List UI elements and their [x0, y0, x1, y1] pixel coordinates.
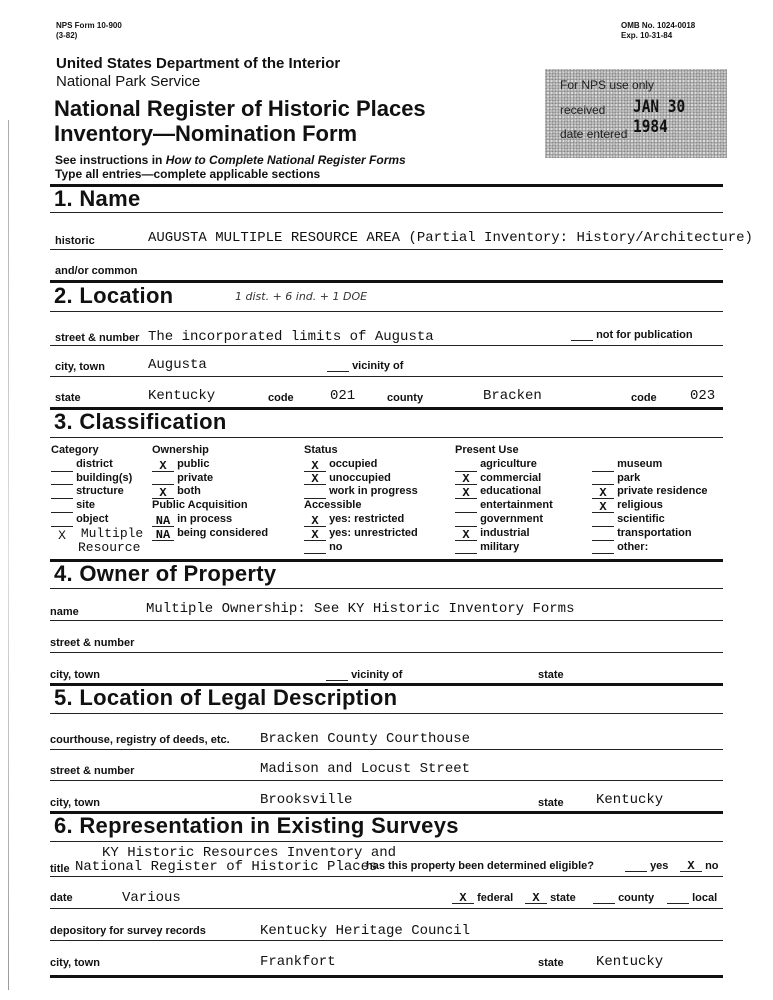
- section-6-heading: 6. Representation in Existing Surveys: [54, 813, 459, 838]
- section-1-rule: [50, 184, 723, 187]
- stamp-title: For NPS use only: [560, 78, 655, 92]
- survey-title-label: title: [50, 863, 70, 875]
- handwritten-count-annotation: 1 dist. + 6 ind. + 1 DOE: [235, 290, 368, 303]
- category-column: [51, 444, 143, 555]
- eligibility-question: has this property been determined eligible?: [366, 860, 594, 872]
- owner-name-line: [50, 620, 723, 621]
- instructions-line2: Type all entries—complete applicable sections: [55, 167, 321, 181]
- survey-local: local: [667, 892, 717, 904]
- section-4-subrule: [50, 588, 723, 589]
- form-title-line2: Inventory—Nomination Form: [54, 121, 358, 146]
- section-3-subrule: [50, 437, 723, 438]
- not-for-publication: not for publication: [571, 329, 693, 341]
- street-number-value: The incorporated limits of Augusta: [148, 329, 434, 345]
- present-use-option: X private residence: [592, 485, 708, 499]
- accessible-option: X yes: unrestricted: [304, 527, 418, 541]
- category-option: district: [51, 458, 143, 472]
- present-use-option: military: [455, 541, 553, 555]
- nps-use-stamp: [545, 69, 727, 158]
- section-2-heading: 2. Location: [54, 283, 174, 308]
- present-use-option: agriculture: [455, 458, 553, 472]
- survey-title-line: [50, 876, 723, 877]
- state-label: state: [55, 392, 81, 404]
- category-heading: Category: [51, 444, 99, 456]
- state-code-value: 021: [330, 388, 356, 404]
- owner-name-label: name: [50, 606, 79, 618]
- section-4-heading: 4. Owner of Property: [54, 561, 277, 586]
- bottom-rule: [50, 975, 723, 978]
- stamp-received-label: received: [560, 103, 606, 117]
- present-use-heading: Present Use: [455, 444, 519, 456]
- category-option: object: [51, 513, 143, 527]
- survey-state: X state: [525, 892, 576, 904]
- ownership-heading: Ownership: [152, 444, 209, 456]
- owner-city-label: city, town: [50, 669, 100, 681]
- survey-date-line: [50, 908, 723, 909]
- form-revision: (3-82): [56, 31, 78, 40]
- courthouse-value: Bracken County Courthouse: [260, 731, 471, 747]
- present-use-column-b: [592, 444, 708, 554]
- present-use-option: transportation: [592, 527, 708, 541]
- survey-city-label: city, town: [50, 957, 100, 969]
- status-option: work in progress: [304, 485, 418, 499]
- historic-line: [50, 249, 723, 250]
- legal-city-label: city, town: [50, 797, 100, 809]
- present-use-option: museum: [592, 458, 708, 472]
- street-number-label: street & number: [55, 332, 140, 344]
- ownership-option: X public: [152, 458, 268, 472]
- legal-street-value: Madison and Locust Street: [260, 761, 471, 777]
- survey-county: county: [593, 892, 654, 904]
- survey-state-value: Kentucky: [596, 954, 664, 970]
- present-use-option: other:: [592, 541, 708, 555]
- present-use-option: X commercial: [455, 472, 553, 486]
- present-use-option: X religious: [592, 499, 708, 513]
- category-option: building(s): [51, 472, 143, 486]
- service-name: National Park Service: [56, 73, 201, 90]
- section-3-heading: 3. Classification: [54, 409, 227, 434]
- stamp-date-entered-label: date entered: [560, 127, 628, 141]
- courthouse-label: courthouse, registry of deeds, etc.: [50, 734, 230, 746]
- city-town-label: city, town: [55, 361, 105, 373]
- legal-street-line: [50, 780, 723, 781]
- state-value: Kentucky: [148, 388, 216, 404]
- owner-street-line: [50, 652, 723, 653]
- survey-date-label: date: [50, 892, 73, 904]
- survey-title-line1: KY Historic Resources Inventory and: [102, 845, 397, 861]
- owner-name-value: Multiple Ownership: See KY Historic Inventory Forms: [146, 601, 575, 617]
- street-line: [50, 345, 723, 346]
- common-name-label: and/or common: [55, 265, 138, 277]
- accessible-option: X yes: restricted: [304, 513, 418, 527]
- category-other: X Multiple: [58, 525, 144, 543]
- omb-expiration: Exp. 10-31-84: [621, 31, 673, 40]
- county-value: Bracken: [483, 388, 542, 404]
- survey-title-line2: National Register of Historic Places: [75, 859, 378, 875]
- county-code-value: 023: [690, 388, 716, 404]
- category-other-line2: Resource: [78, 539, 141, 555]
- section-2-subrule: [50, 311, 723, 312]
- present-use-option: X industrial: [455, 527, 553, 541]
- accessible-option: no: [304, 541, 418, 555]
- courthouse-line: [50, 749, 723, 750]
- depository-line: [50, 940, 723, 941]
- owner-state-label: state: [538, 669, 564, 681]
- accessible-heading: Accessible: [304, 499, 362, 512]
- city-line: [50, 376, 723, 377]
- public-acquisition-option: NA being considered: [152, 527, 268, 541]
- section-5-heading: 5. Location of Legal Description: [54, 685, 398, 710]
- section-5-subrule: [50, 713, 723, 714]
- ownership-column: [152, 444, 268, 541]
- form-title-line1: National Register of Historic Places: [54, 96, 426, 121]
- present-use-option: park: [592, 472, 708, 486]
- section-1-subrule: [50, 212, 723, 213]
- ownership-option: X both: [152, 485, 268, 499]
- eligible-no: X no: [680, 860, 719, 872]
- present-use-option: X educational: [455, 485, 553, 499]
- eligible-yes: yes: [625, 860, 668, 872]
- stamp-received-date: JAN 30 1984: [633, 97, 686, 137]
- present-use-column-a: [455, 444, 553, 554]
- present-use-option: government: [455, 513, 553, 527]
- legal-state-value: Kentucky: [596, 792, 664, 808]
- category-option: site: [51, 499, 143, 513]
- department-name: United States Department of the Interior: [56, 55, 341, 72]
- city-town-value: Augusta: [148, 357, 207, 373]
- historic-label: historic: [55, 235, 95, 247]
- depository-value: Kentucky Heritage Council: [260, 923, 471, 939]
- scan-edge: [8, 120, 9, 990]
- section-6-subrule: [50, 841, 723, 842]
- public-acquisition-option: NA in process: [152, 513, 268, 527]
- survey-city-value: Frankfort: [260, 954, 336, 970]
- omb-number: OMB No. 1024-0018: [621, 21, 696, 30]
- section-1-heading: 1. Name: [54, 186, 141, 211]
- vicinity-of: vicinity of: [327, 360, 403, 372]
- survey-date-value: Various: [122, 890, 181, 906]
- owner-street-label: street & number: [50, 637, 135, 649]
- legal-street-label: street & number: [50, 765, 135, 777]
- form-number: NPS Form 10-900: [56, 21, 122, 30]
- county-code-label: code: [631, 392, 657, 404]
- legal-state-label: state: [538, 797, 564, 809]
- instructions-line1: See instructions in How to Complete National Register Forms: [55, 153, 406, 167]
- status-column: [304, 444, 418, 554]
- legal-city-value: Brooksville: [260, 792, 353, 808]
- survey-state-label: state: [538, 957, 564, 969]
- status-heading: Status: [304, 444, 338, 456]
- depository-label: depository for survey records: [50, 925, 206, 937]
- category-option: structure: [51, 485, 143, 499]
- status-option: X occupied: [304, 458, 418, 472]
- historic-value: AUGUSTA MULTIPLE RESOURCE AREA (Partial Inventory: History/Architecture): [148, 230, 753, 246]
- present-use-option: entertainment: [455, 499, 553, 513]
- status-option: X unoccupied: [304, 472, 418, 486]
- public-acquisition-heading: Public Acquisition: [152, 499, 248, 512]
- present-use-option: scientific: [592, 513, 708, 527]
- state-code-label: code: [268, 392, 294, 404]
- survey-federal: X federal: [452, 892, 513, 904]
- owner-vicinity: vicinity of: [326, 669, 402, 681]
- ownership-option: private: [152, 472, 268, 486]
- county-label: county: [387, 392, 424, 404]
